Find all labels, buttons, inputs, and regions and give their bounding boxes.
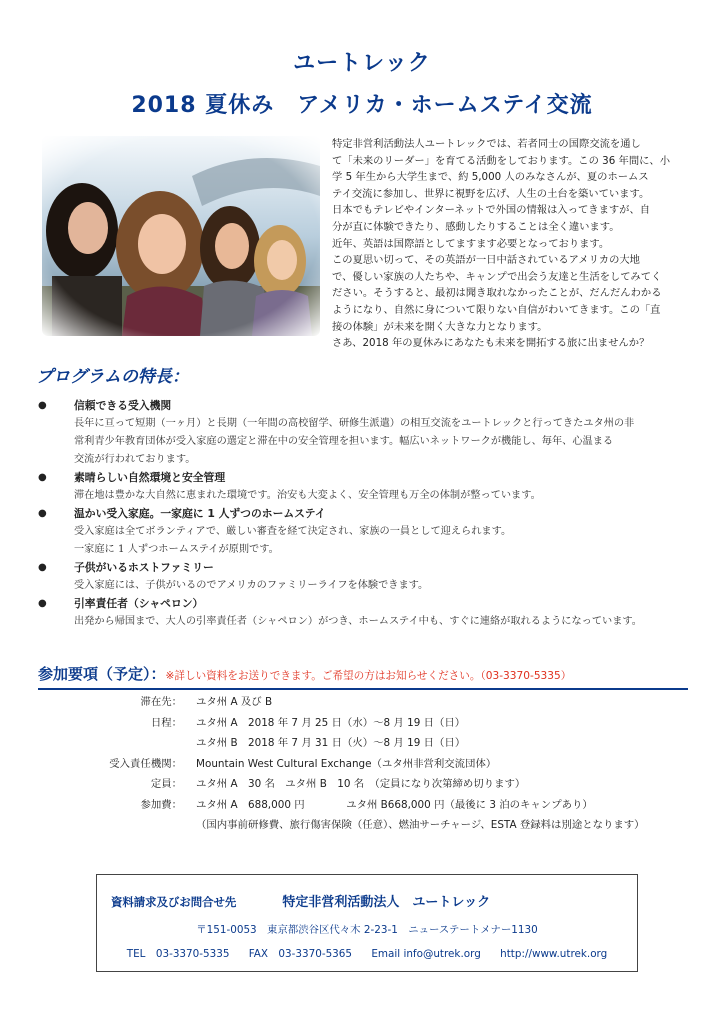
requirements-row [40, 754, 680, 775]
bullet-icon: ● [38, 400, 47, 411]
requirements-row [40, 815, 680, 836]
row-value: ユタ州 A 688,000 円 ユタ州 B668,000 円（最後に 3 泊のキャンプあり） [196, 798, 593, 811]
requirements-table [40, 692, 680, 836]
contact-box [96, 874, 638, 972]
row-label: 滞在先： [140, 696, 182, 708]
intro-line: で、優しい家族の人たちや、キャンプで出会う友達と生活をしてみてく [332, 270, 662, 283]
requirements-note: ※詳しい資料をお送りできます。ご希望の方はお知らせください。（03-3370-5335） [165, 670, 572, 682]
program-heading: プログラムの特長： [36, 367, 189, 387]
feature-item [38, 505, 698, 559]
intro-line: 日本でもテレビやインターネットで外国の情報は入ってきますが、自 [332, 204, 651, 217]
row-value: ユタ州 B 2018 年 7 月 31 日（火）～8 月 19 日（日） [196, 737, 466, 749]
row-value: ユタ州 A 及び B [196, 696, 273, 708]
contact-tel[interactable]: TEL 03-3370-5335 [126, 948, 230, 960]
feature-line: 出発から帰国まで、大人の引率責任者（シャペロン）がつき、ホームステイ中も、すぐに連絡が取れるようになっています。 [74, 616, 642, 627]
bullet-icon: ● [38, 472, 47, 483]
intro-line: ださい。そうすると、最初は聞き取れなかったことが、だんだんわかる [332, 287, 662, 300]
requirements-row [40, 733, 680, 754]
feature-title: 引率責任者（シャペロン） [74, 597, 204, 610]
bullet-icon: ● [38, 508, 47, 519]
row-value: ユタ州 A 2018 年 7 月 25 日（水）～8 月 19 日（日） [196, 716, 466, 729]
intro-line: 近年、英語は国際語としてますます必要となっております。 [332, 237, 610, 250]
org-title: ユートレック [293, 51, 431, 76]
feature-item [38, 397, 698, 469]
row-value: ユタ州 A 30 名 ユタ州 B 10 名 （定員になり次第締め切ります） [196, 778, 526, 790]
row-label [40, 815, 196, 836]
feature-item [38, 559, 698, 595]
feature-line: 滞在地は豊かな大自然に恵まれた環境です。治安も大変よく、安全管理も万全の体制が整っています。 [74, 490, 541, 501]
intro-line: 学 5 年生から大学生まで、約 5,000 人のみなさんが、夏のホームス [332, 171, 649, 184]
feature-title: 素晴らしい自然環境と安全管理 [74, 471, 226, 484]
requirements-row [40, 692, 680, 713]
contact-url[interactable]: http://www.utrek.org [500, 948, 608, 960]
feature-line: 長年に亘って短期（一ヶ月）と長期（一年間の高校留学、研修生派遣）の相互交流をユートレックと行ってきたユタ州の非 [74, 418, 635, 429]
contact-header [111, 891, 631, 910]
row-label: 参加費： [140, 798, 182, 811]
bullet-icon: ● [38, 598, 47, 609]
intro-line: 分が直に体験できたり、感動したりすることは全く違います。 [332, 220, 620, 233]
feature-line: 一家庭に 1 人ずつホームステイが原則です。 [74, 544, 279, 555]
feature-title: 温かい受入家庭。一家庭に 1 人ずつのホームステイ [74, 507, 326, 520]
group-photo-illustration [42, 136, 320, 336]
bullet-icon: ● [38, 562, 47, 573]
intro-line: 特定非営利活動法人ユートレックでは、若者同士の国際交流を通し [332, 138, 641, 150]
intro-line: て「未来のリーダー」を育てる活動をしております。この 36 年間に、小 [332, 154, 671, 167]
row-label [40, 733, 196, 754]
main-title: 2018 夏休み アメリカ・ホームステイ交流 [131, 93, 593, 118]
feature-list [38, 397, 698, 631]
row-label: 定員： [150, 778, 182, 790]
intro-line: この夏思い切って、その英語が一日中話されているアメリカの大地 [332, 254, 640, 267]
requirements-row [40, 774, 680, 795]
intro-line: さあ、2018 年の夏休みにあなたも未来を開拓する旅に出ませんか？ [332, 337, 650, 350]
row-label: 受入責任機関： [109, 757, 182, 770]
intro-line: テイ交流に参加し、世界に視野を広げ、人生の土台を築いています。 [332, 187, 650, 200]
intro-line: 接の体験」が未来を開く大きな力となります。 [332, 320, 548, 333]
requirements-title: 参加要項（予定）： [38, 665, 166, 683]
feature-line: 受入家庭には、子供がいるのでアメリカのファミリーライフを体験できます。 [74, 580, 429, 591]
intro-line: ようになり、自然に身について限りない自信がわいてきます。この「直 [332, 303, 661, 316]
feature-line: 受入家庭は全てボランティアで、厳しい審査を経て決定され、家族の一員として迎えられます。 [74, 526, 512, 537]
group-photo [42, 136, 320, 336]
requirements-row [40, 713, 680, 734]
contact-fax: FAX 03-3370-5365 [248, 948, 353, 960]
feature-title: 子供がいるホストファミリー [74, 561, 214, 574]
feature-item [38, 595, 698, 631]
contact-organization: 特定非営利活動法人 ユートレック [282, 895, 491, 910]
row-value: （国内事前研修費、旅行傷害保険（任意）、燃油サーチャージ、ESTA 登録料は別途となります） [196, 819, 645, 831]
row-value: Mountain West Cultural Exchange（ユタ州非営利交流団体） [196, 757, 497, 770]
intro-text [332, 136, 692, 352]
feature-title: 信頼できる受入機関 [74, 399, 172, 412]
contact-label: 資料請求及びお問合せ先 [111, 895, 237, 909]
feature-line: 常利青少年教育団体が受入家庭の選定と滞在中の安全管理を担います。幅広いネットワークが機能し、毎年、心温まる [74, 436, 614, 447]
contact-address: 〒151-0053 東京都渋谷区代々木 2-23-1 ニューステートメナー1130 [196, 924, 538, 936]
contact-email[interactable]: Email info@utrek.org [371, 948, 481, 960]
contact-details [97, 945, 637, 960]
row-label: 日程： [150, 716, 182, 729]
feature-item [38, 469, 698, 505]
requirements-heading [38, 663, 688, 690]
requirements-row [40, 795, 680, 816]
feature-line: 交流が行われております。 [74, 454, 196, 465]
